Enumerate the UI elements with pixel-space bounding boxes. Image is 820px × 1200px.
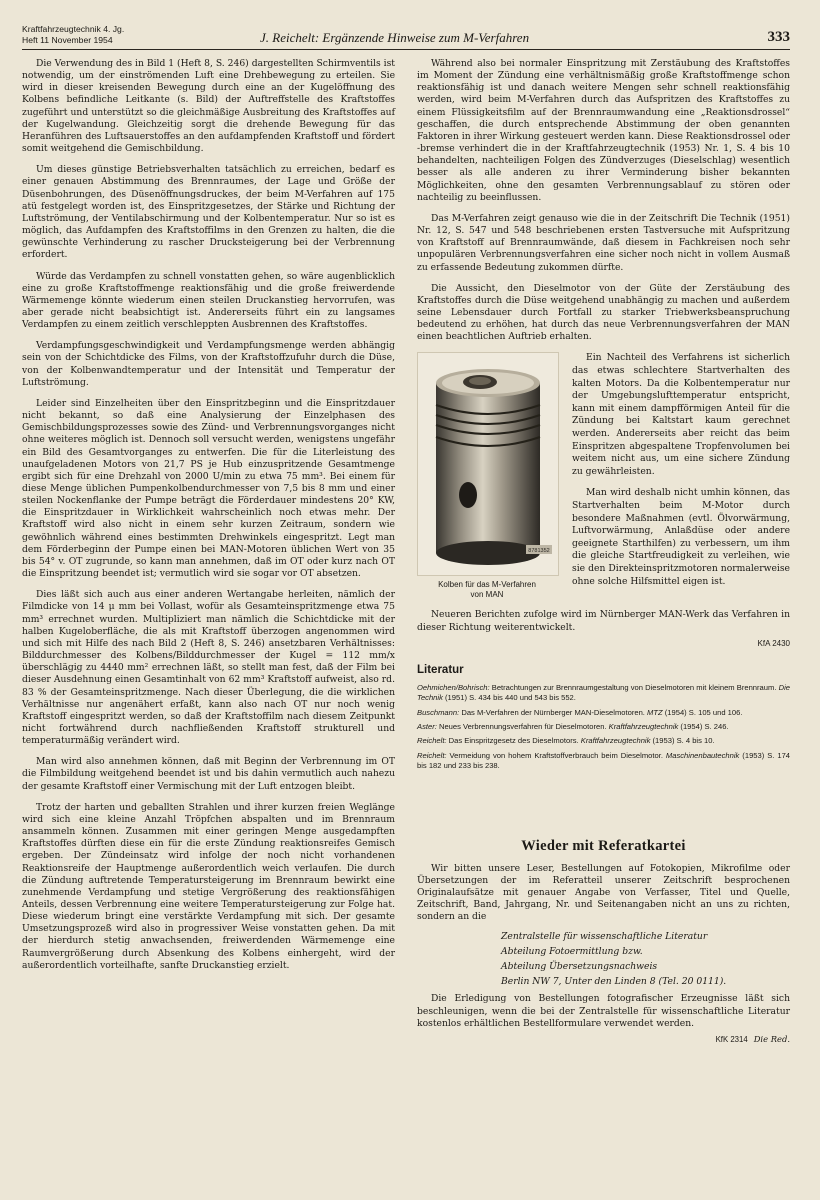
- paragraph: Man wird also annehmen können, daß mit Beginn der Verbrennung im OT die Filmbildung weitgehend beendet ist und bis dahin vermutlich auch nahezu der gesamte Kraftstoff einer Vermischung mit der Luft entzogen bleibt.: [22, 756, 395, 792]
- caption-line-2: von MAN: [470, 590, 504, 600]
- notice-code: KfK 2314: [715, 1034, 748, 1044]
- literature-list: [417, 683, 790, 772]
- reference-item: Oehmichen/Bohrisch: Betrachtungen zur Brennraumgestaltung von Dieselmotoren mit kleinem Brennraum. Die Technik (1951) S. 434 bis 440 und 543 bis 552.: [417, 682, 790, 703]
- signoff: [417, 1034, 790, 1044]
- notice-body: Wir bitten unsere Leser, Bestellungen auf Fotokopien, Mikrofilme oder Übersetzungen der im Referatteil unserer Zeitschrift besprochenen Originalaufsätze mit genauer Angabe von Verfasser, Titel und Quelle, Zeitschrift, Band, Jahrgang, Nr. und Seitenangaben nicht an uns zu richten, sondern an die: [417, 862, 790, 923]
- paragraph: Man wird deshalb nicht umhin können, das Startverhalten beim M-Motor durch besondere Maßnahmen (evtl. Ölvorwärmung, Luftvorwärmung, Anlaßdüse oder andere geeignete Starthilfen) zu verbessern, um ihm die gleiche Startfreudigkeit zu verleihen, wie sie den Direkteinspritzmotoren normalerweise ohne solche Hilfsmittel eigen ist.: [572, 487, 790, 587]
- paragraph: Das M-Verfahren zeigt genauso wie die in der Zeitschrift Die Technik (1951) Nr. 12, S. 547 und 548 beschriebenen ersten Tastversuche mit Aufspritzung von Kraftstoff auf Brennraumwände, daß diesem in Fachkreisen noch sehr unpopulären Verbrennungsverfahren eine sicher noch nicht in vollem Ausmaß zu erfassende Bedeutung zukommen dürfte.: [417, 212, 790, 273]
- paragraph: Während also bei normaler Einspritzung mit Zerstäubung des Kraftstoffes im Moment der Zündung eine verhältnismäßig große Kraftstoffmenge schon reaktionsfähig ist und danach weitere Mengen sehr schnell reaktionsfähig werden, wird beim M-Verfahren durch das Aufspritzen des Kraftstoffes zu einem Flüssigkeitsfilm auf der Brennraumwandung eine „Reaktionsdrossel“ geschaffen, die durch entsprechende Abstimmung der oben genannten Faktoren in ihrer Wirkung gesteuert werden kann. Diese Reaktionsdrossel oder -bremse verhindert die in der Kraftfahrzeugtechnik (1953) Nr. 1, S. 4 bis 10 behandelten, nachteiligen Folgen des Zündverzuges (Dieselschlag) wesentlich besser als alle anderen zu ihrer Verminderung bisher bekannten Möglichkeiten, ohne den gesamten Verbrennungsablauf zu stören oder nachteilig zu beeinflussen.: [417, 58, 790, 203]
- right-column: [417, 58, 790, 1044]
- reference-item: Buschmann: Das M-Verfahren der Nürnberger MAN-Dieselmotoren. MTZ (1954) S. 105 und 106.: [417, 707, 743, 717]
- paragraph: Leider sind Einzelheiten über den Einspritzbeginn und die Einspritzdauer nicht bekannt, so daß eine Analysierung der Einzelphasen des Gemischbildungsprozesses sowie des Zünd- und Verbrennungsvorganges nicht ohne weiteres möglich ist. Dennoch soll versucht werden, wenigstens ungefähr ein Bild des Gesamtvorganges zu entwerfen. Die für die Literleistung des unaufgeladenen Motors von 21,7 PS je Hub einzuspritzende Gesamtmenge ergibt sich für eine Drehzahl von 2000 U/min zu etwa 75 mm³. Bei einem für diese Menge üblichen Pumpenkolbendurchmesser von 7,5 bis 8 mm und einer steilen Nockenflanke der Pumpe beträgt die Förderdauer mindestens 20° KW, die Einspritzdauer in Wirklichkeit wahrscheinlich noch etwas mehr. Der Kraftstoff wird also nicht in einem sehr kurzen Zeitraum, sondern wie gewöhnlich während eines bestimmten Drehwinkels eingespritzt. Legt man dem Förderbeginn der Pumpe einen bei MAN-Motoren üblichen Wert von 35 bis 54° v. OT zugrunde, so kann man annehmen, daß im OT oder kurz nach OT die Einspritzung beendet ist; vermutlich wird sie sogar vor OT absetzen.: [22, 397, 395, 580]
- literature-heading: Literatur: [417, 663, 464, 676]
- paragraph: Ein Nachteil des Verfahrens ist sicherlich das etwas schlechtere Startverhalten des kalten Motors. Da die Kolbentemperatur nur der Umgebungslufttemperatur entspricht, kann mit einem dampfförmigen Anteil für die Zündung bei Kaltstart kaum gerechnet werden. Andererseits aber reicht das beim Einspritzen abgespaltene Tropfenvolumen bei weitem nicht aus, um eine sichere Zündung zu gewährleisten.: [572, 352, 790, 477]
- paragraph: Die Aussicht, den Dieselmotor von der Güte der Zerstäubung des Kraftstoffes durch die Düse weitgehend unabhängig zu machen und außerdem seine Lebensdauer durch Fortfall zu starker Triebwerksbeanspruchung bedeutend zu erhöhen, hat durch das neue Verbrennungsverfahren der MAN einen beachtlichen Auftrieb erhalten.: [417, 282, 790, 343]
- two-column-body: [22, 58, 790, 1044]
- figure-side-text: [572, 352, 790, 600]
- editor-signature: Die Red.: [753, 1033, 790, 1044]
- paragraph: Verdampfungsgeschwindigkeit und Verdampfungsmenge werden abhängig sein von der Schichtdicke des Films, von der Kraftstoffzufuhr durch die Düse, von der Kolbenwandtemperatur und der Intensität und Temperatur der Luftströmung.: [22, 340, 395, 388]
- paragraph: Dies läßt sich auch aus einer anderen Wertangabe herleiten, nämlich der Filmdicke von 14 μ mm bei Vollast, wofür als Gesamteinspritzmenge etwa 75 mm³ errechnet wurden. Multipliziert man nämlich die Schichtdicke mit der halben Kugeloberfläche, die als mit Kraftstoff überzogen angenommen wird und sich mit Hilfe des nach Bild 2 (Heft 8, S. 246) ansetzbaren Verhältnisses: Bilddurchmesser des Kolbens/Bilddurchmesser der Kugel = 112 mm/x überschlägig zu 4440 mm² errechnen läßt, so stellt man fest, daß der Film bei dieser Ausdehnung einen Gesamtinhalt von 62 mm³ Kraftstoff aufweist, also rd. 83 % der Gesamteinspritzmenge. Nach dieser Überlegung, die die wirklichen Verhältnisse nur angenähert erfaßt, kann also nach OT nur noch wenig Kraftstoff eingespritzt werden, so daß der Kraftstoffilm nach diesem Zeitpunkt nicht fortwährend durch nachfließenden Kraftstoff strukturell und temperaturmäßig verändert wird.: [22, 589, 395, 747]
- piston-photo: [417, 352, 559, 576]
- reference-item: Reichelt: Vermeidung von hohem Kraftstoffverbrauch beim Dieselmotor. Maschinenbautechnik (1953) S. 174 bis 182 und 233 bis 238.: [417, 750, 791, 771]
- address-line: Zentralstelle für wissenschaftliche Literatur: [501, 931, 708, 943]
- figure: [417, 352, 565, 600]
- reference-item: Reichelt: Das Einspritzgesetz des Dieselmotors. Kraftfahrzeugtechnik (1953) S. 4 bis 10.: [417, 736, 715, 746]
- paragraph: Um dieses günstige Betriebsverhalten tatsächlich zu erreichen, bedarf es einer genauen Abstimmung des Brennraumes, der Lage und Größe der Düsenbohrungen, des Düsenöffnungsdruckes, der beim M-Verfahren auf 175 atü festgelegt worden ist, des Einspritzgesetzes, der Stärke und Richtung der Luftströmung, der Ventilabschirmung und der Kolbentemperatur. Nur so ist es möglich, das Aufdampfen des Kraftstoffilms in den Grenzen zu halten, die die gewünschte Verhinderung zu rascher Drucksteigerung bei der Verbrennung erfordert.: [22, 164, 395, 261]
- paragraph: Würde das Verdampfen zu schnell vonstatten gehen, so wäre augenblicklich eine zu große Kraftstoffmenge reaktionsfähig und die große freiwerdende Wärmemenge könnte wiederum einen steilen Druckanstieg hervorrufen, was aber gerade nicht beabsichtigt ist. Andererseits führt ein zu langsames Verdampfen zu einem zeitlich verschleppten Ausbrennen des Kraftstoffes.: [22, 270, 395, 331]
- reference-item: Aster: Neues Verbrennungsverfahren für Dieselmotoren. Kraftfahrzeugtechnik (1954) S. 246.: [417, 721, 729, 731]
- journal-line-2: Heft 11 November 1954: [22, 35, 113, 45]
- running-head: [22, 14, 790, 50]
- notice-closing: Die Erledigung von Bestellungen fotografischer Erzeugnisse läßt sich beschleunigen, wenn die bei der Zentralstelle für wissenschaftliche Literatur kostenlos erhältlichen Bestellformulare verwendet werden.: [417, 993, 790, 1029]
- notice-title: Wieder mit Referatkartei: [521, 837, 686, 854]
- figure-block: [417, 352, 790, 600]
- notice-box: [417, 838, 790, 1044]
- journal-info: [22, 24, 212, 46]
- kfa-code: KfA 2430: [757, 638, 790, 648]
- piston-illustration: [418, 353, 558, 575]
- address-block: [417, 929, 790, 989]
- paragraph: Trotz der harten und geballten Strahlen und ihrer kurzen freien Weglänge wird sich eine kleine Anzahl Tröpfchen abspalten und im Brennraum ansammeln können. Zusammen mit einer geringen Menge ausgedampften Kraftstoffes dürften diese ein für die erste Zündung reaktionsreifes Gemisch ergeben. Der Zündeinsatz wird infolge der noch nicht vorhandenen Reaktionsreife der Hauptmenge außerordentlich weich verlaufen. Die durch die Zündung auftretende Temperatursteigerung im Brennraum bewirkt eine zunehmende Verdampfung und stetige Vergrößerung des reaktionsfähigen Anteils, dessen Verbrennung eine weitere Temperatursteigerung zur Folge hat. Diese wiederum bringt eine verstärkte Verdampfung mit sich. Der gesamte Umsetzungsprozeß wird also in progressiver Weise vonstatten gehen. Da mit der hierdurch stetig anwachsenden, freiwerdenden Wärmemenge eine Raumvergrößerung durch Absenkung des Kolbens einhergeht, wird der außerordentlich vorteilhafte, sanfte Druckanstieg erzielt.: [22, 801, 395, 971]
- address-line: Abteilung Übersetzungsnachweis: [501, 961, 658, 973]
- photo-code: 8781352: [528, 548, 550, 555]
- page-number: 333: [767, 29, 790, 45]
- figure-caption: [417, 580, 557, 600]
- article-title: J. Reichelt: Ergänzende Hinweise zum M-Verfahren: [260, 30, 530, 45]
- caption-line-1: Kolben für das M-Verfahren: [438, 580, 536, 590]
- paragraph: Neueren Berichten zufolge wird im Nürnberger MAN-Werk das Verfahren in dieser Richtung weiterentwickelt.: [417, 609, 790, 633]
- address-line: Abteilung Fotoermittlung bzw.: [501, 946, 643, 958]
- journal-line-1: Kraftfahrzeugtechnik 4. Jg.: [22, 24, 125, 34]
- paragraph: Die Verwendung des in Bild 1 (Heft 8, S. 246) dargestellten Schirmventils ist notwendig, um der einströmenden Luft eine Drehbewegung zu erteilen. Sie wird in dieser kreisenden Bewegung durch eine an der Kugelöffnung des Kolbens befindliche Leitkante (s. Bild) der Auftreffstelle des Kraftstoffes zugeführt und unterstützt so die gleichmäßige Ausbreitung des Kraftstoffes auf der Kugelwandung. Gleichzeitig sorgt die drehende Bewegung für das Heranführen des Luftsauerstoffes an den aufdampfenden Kraftstoff und fördert somit weitgehend die Gemischbildung.: [22, 58, 395, 155]
- address-line: Berlin NW 7, Unter den Linden 8 (Tel. 20 0111).: [501, 976, 727, 988]
- left-column: [22, 58, 395, 1044]
